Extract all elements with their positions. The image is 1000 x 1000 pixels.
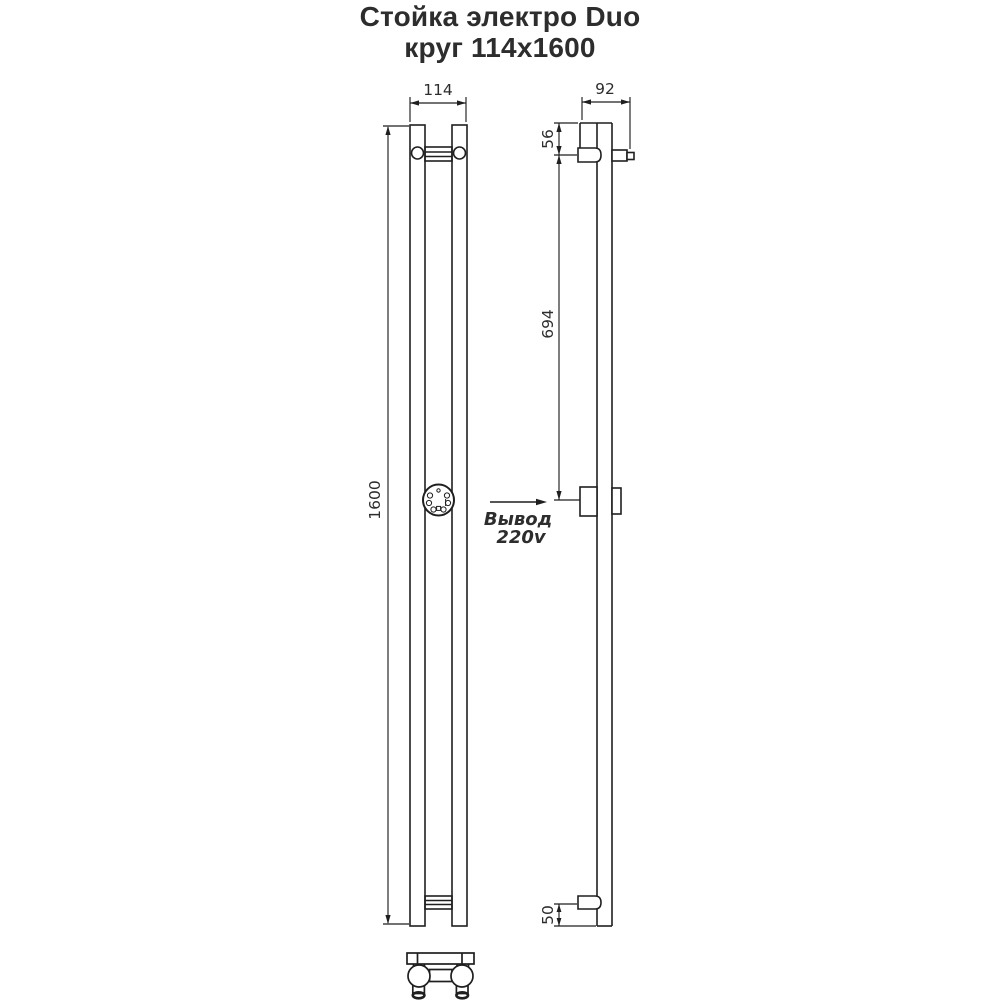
title-line-2: круг 114x1600 [404,32,596,63]
wall-bracket-bottom [578,896,601,909]
dim-top-56 [554,123,578,155]
front-bottom-crossbar [425,896,452,909]
dim-width-label: 114 [423,81,453,99]
screw-hole-left [412,147,424,159]
plan-crossbar [430,970,453,982]
heating-element-nub [627,153,634,160]
front-top-crossbar [425,147,452,161]
outlet-note-line-1: Вывод [483,509,553,530]
screw-hole-right [454,147,466,159]
plan-left-tube [408,965,430,987]
power-outlet-annotation [484,499,552,548]
outlet-block [612,488,621,514]
front-view [410,125,467,926]
wall-bracket-top [578,148,601,162]
dim-height-1600 [383,126,409,924]
dim-outlet-label: 694 [539,309,557,339]
plan-view [407,953,474,998]
control-dial [423,485,454,516]
dim-depth-label: 92 [595,80,615,98]
heating-element-plug [612,150,627,161]
wall-bracket-middle [580,487,597,516]
dim-bottom-label: 50 [539,905,557,925]
dim-height-label: 1600 [366,480,384,520]
front-right-tube [452,125,467,926]
dim-top-label: 56 [539,129,557,149]
plan-right-base [456,992,468,998]
front-left-tube [410,125,425,926]
plan-right-tube [451,965,473,987]
plan-left-base [413,992,425,998]
dim-outlet-694 [554,155,580,500]
title-line-1: Стойка электро Duo [359,1,641,32]
side-view [578,123,634,926]
dim-width-114 [410,97,466,122]
outlet-note-line-2: 220v [496,527,546,548]
